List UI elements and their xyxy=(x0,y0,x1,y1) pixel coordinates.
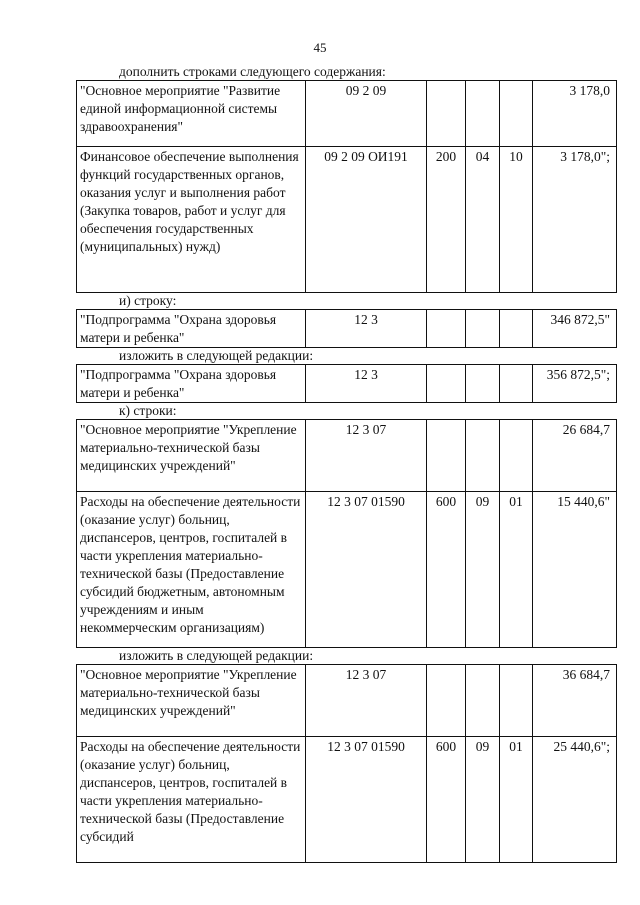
expense-type-cell xyxy=(427,365,466,403)
table-row xyxy=(77,665,617,737)
section-cell xyxy=(466,420,500,492)
budget-table xyxy=(76,664,617,863)
amendment-instruction: изложить в следующей редакции: xyxy=(119,648,314,663)
budget-table xyxy=(76,80,617,293)
expense-type-cell xyxy=(427,420,466,492)
expense-type-cell xyxy=(427,665,466,737)
subsection-cell xyxy=(500,665,533,737)
subsection-cell xyxy=(500,81,533,147)
section-cell xyxy=(466,665,500,737)
subsection-cell xyxy=(500,420,533,492)
budget-code-cell: 12 3 07 xyxy=(306,420,427,492)
budget-code-cell: 12 3 07 xyxy=(306,665,427,737)
section-cell: 04 xyxy=(466,147,500,293)
item-name-cell: "Основное мероприятие "Развитие единой информационной системы здравоохранения" xyxy=(77,81,306,147)
expense-type-cell: 200 xyxy=(427,147,466,293)
expense-type-cell xyxy=(427,81,466,147)
amount-cell: 26 684,7 xyxy=(533,420,617,492)
item-name-cell: Финансовое обеспечение выполнения функций государственных органов, оказания услуг и выполнения работ (Закупка товаров, работ и услуг для обеспечения государственных (муниципальных) нужд) xyxy=(77,147,306,293)
amendment-instruction: к) строки: xyxy=(119,403,177,418)
section-cell xyxy=(466,81,500,147)
budget-table xyxy=(76,364,617,403)
budget-code-cell: 12 3 xyxy=(306,365,427,403)
table-row xyxy=(77,737,617,863)
section-cell: 09 xyxy=(466,737,500,863)
budget-table xyxy=(76,309,617,348)
amendment-instruction: изложить в следующей редакции: xyxy=(119,348,314,363)
table-row xyxy=(77,420,617,492)
table-row xyxy=(77,492,617,648)
amount-cell: 36 684,7 xyxy=(533,665,617,737)
amount-cell: 15 440,6" xyxy=(533,492,617,648)
budget-code-cell: 09 2 09 ОИ191 xyxy=(306,147,427,293)
amendment-instruction: дополнить строками следующего содержания: xyxy=(119,64,386,79)
document-body xyxy=(76,64,616,863)
section-cell: 09 xyxy=(466,492,500,648)
section-cell xyxy=(466,365,500,403)
page-number: 45 xyxy=(313,40,327,55)
subsection-cell xyxy=(500,365,533,403)
amendment-instruction: и) строку: xyxy=(119,293,177,308)
section-cell xyxy=(466,310,500,348)
amount-cell: 356 872,5"; xyxy=(533,365,617,403)
budget-table xyxy=(76,419,617,648)
item-name-cell: Расходы на обеспечение деятельности (оказание услуг) больниц, диспансеров, центров, госпиталей в части укрепления материально-технической базы (Предоставление субсидий бюджетным, автономным учреждениям и иным некоммерческим организациям) xyxy=(77,492,306,648)
table-row xyxy=(77,310,617,348)
table-row xyxy=(77,147,617,293)
item-name-cell: "Основное мероприятие "Укрепление материально-технической базы медицинских учреждений" xyxy=(77,665,306,737)
table-row xyxy=(77,365,617,403)
expense-type-cell: 600 xyxy=(427,492,466,648)
item-name-cell: "Основное мероприятие "Укрепление материально-технической базы медицинских учреждений" xyxy=(77,420,306,492)
budget-code-cell: 12 3 xyxy=(306,310,427,348)
amount-cell: 346 872,5" xyxy=(533,310,617,348)
amount-cell: 3 178,0 xyxy=(533,81,617,147)
subsection-cell xyxy=(500,310,533,348)
item-name-cell: Расходы на обеспечение деятельности (оказание услуг) больниц, диспансеров, центров, госпиталей в части укрепления материально-технической базы (Предоставление субсидий xyxy=(77,737,306,863)
budget-code-cell: 09 2 09 xyxy=(306,81,427,147)
subsection-cell: 01 xyxy=(500,737,533,863)
amount-cell: 3 178,0"; xyxy=(533,147,617,293)
subsection-cell: 10 xyxy=(500,147,533,293)
expense-type-cell xyxy=(427,310,466,348)
expense-type-cell: 600 xyxy=(427,737,466,863)
budget-code-cell: 12 3 07 01590 xyxy=(306,737,427,863)
item-name-cell: "Подпрограмма "Охрана здоровья матери и ребенка" xyxy=(77,310,306,348)
budget-code-cell: 12 3 07 01590 xyxy=(306,492,427,648)
item-name-cell: "Подпрограмма "Охрана здоровья матери и ребенка" xyxy=(77,365,306,403)
table-row xyxy=(77,81,617,147)
subsection-cell: 01 xyxy=(500,492,533,648)
amount-cell: 25 440,6"; xyxy=(533,737,617,863)
